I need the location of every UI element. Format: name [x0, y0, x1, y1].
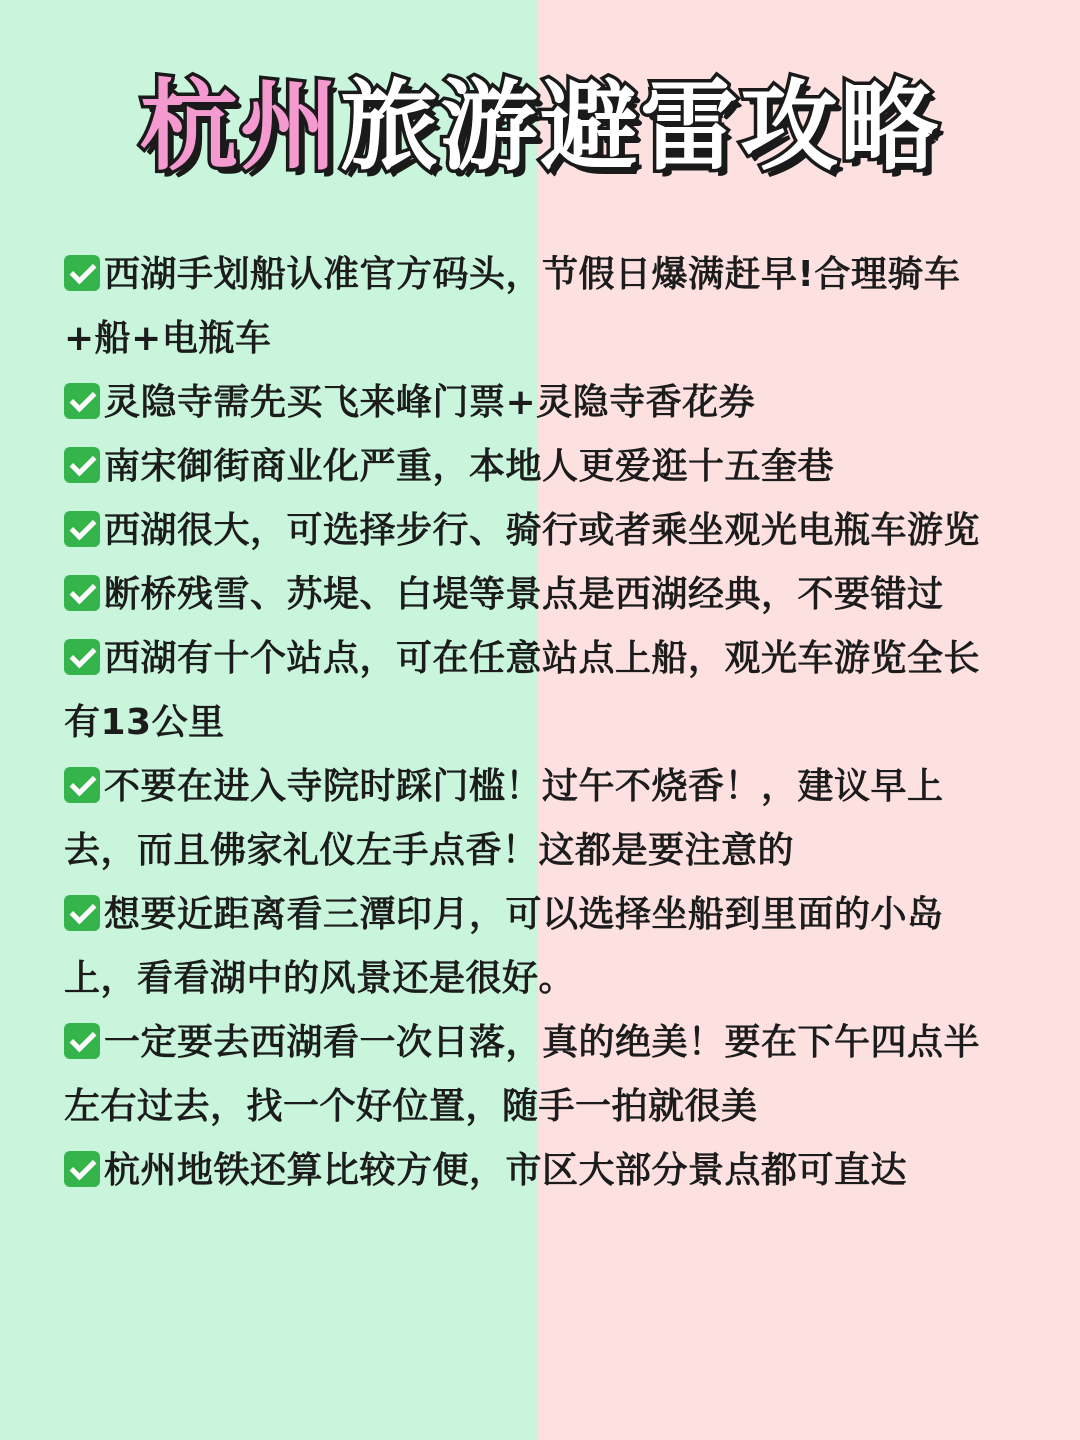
title-city: 杭州	[139, 70, 340, 184]
tip-text: 灵隐寺需先买飞来峰门票+灵隐寺香花券	[104, 382, 756, 423]
check-mark-icon	[64, 1023, 100, 1059]
page-title	[0, 62, 1080, 192]
tip-text: 不要在进入寺院时踩门槛！过午不烧香！，建议早上去，而且佛家礼仪左手点香！这都是要注意的	[64, 766, 944, 871]
check-mark-icon	[64, 383, 100, 419]
check-mark-icon	[64, 575, 100, 611]
title-main: 旅游避雷攻略	[340, 70, 941, 184]
list-item	[64, 243, 1004, 371]
tip-text: 断桥残雪、苏堤、白堤等景点是西湖经典，不要错过	[104, 574, 944, 615]
tip-text: 南宋御街商业化严重，本地人更爱逛十五奎巷	[104, 446, 835, 487]
tip-text: 想要近距离看三潭印月，可以选择坐船到里面的小岛上，看看湖中的风景还是很好。	[64, 894, 944, 999]
tip-text: 杭州地铁还算比较方便，市区大部分景点都可直达	[104, 1150, 908, 1191]
list-item	[64, 755, 1004, 883]
list-item	[64, 499, 1004, 563]
list-item	[64, 883, 1004, 1011]
tip-text: 西湖很大，可选择步行、骑行或者乘坐观光电瓶车游览	[104, 510, 981, 551]
list-item	[64, 627, 1004, 755]
check-mark-icon	[64, 255, 100, 291]
check-mark-icon	[64, 447, 100, 483]
check-mark-icon	[64, 895, 100, 931]
list-item	[64, 371, 1004, 435]
list-item	[64, 1139, 1004, 1203]
tips-list	[64, 243, 1004, 1203]
tip-text: 一定要去西湖看一次日落，真的绝美！要在下午四点半左右过去，找一个好位置，随手一拍就很美	[64, 1022, 981, 1127]
check-mark-icon	[64, 767, 100, 803]
check-mark-icon	[64, 639, 100, 675]
tip-text: 西湖有十个站点，可在任意站点上船，观光车游览全长有13公里	[64, 638, 981, 743]
check-mark-icon	[64, 511, 100, 547]
list-item	[64, 1011, 1004, 1139]
list-item	[64, 435, 1004, 499]
tip-text: 西湖手划船认准官方码头，节假日爆满赶早!合理骑车+船+电瓶车	[64, 254, 961, 359]
list-item	[64, 563, 1004, 627]
check-mark-icon	[64, 1151, 100, 1187]
